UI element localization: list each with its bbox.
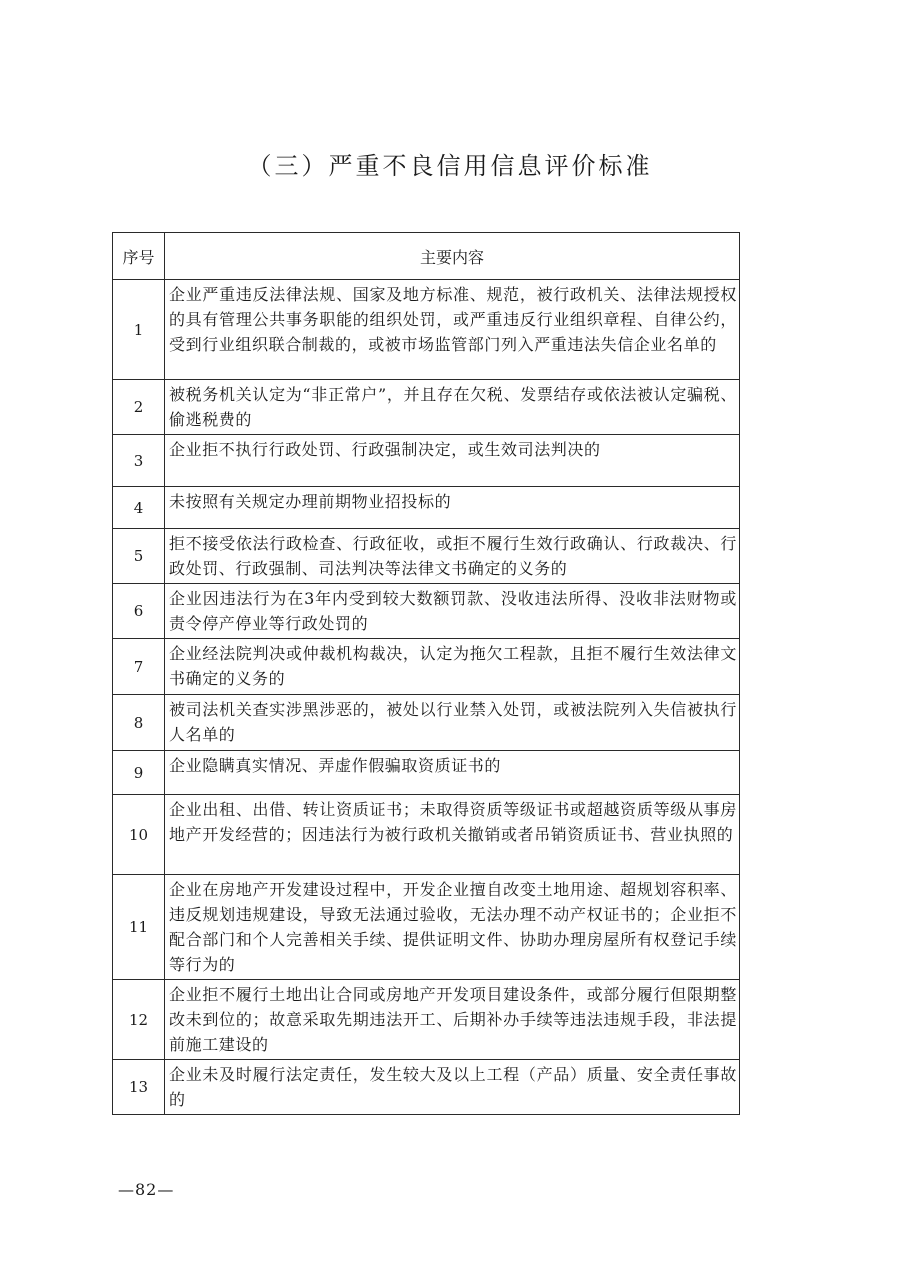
row-content: 企业因违法行为在3年内受到较大数额罚款、没收违法所得、没收非法财物或责令停产停业等行政处罚的 bbox=[165, 584, 740, 639]
row-number: 6 bbox=[113, 584, 165, 639]
table-row bbox=[113, 529, 740, 584]
row-content: 企业出租、出借、转让资质证书；未取得资质等级证书或超越资质等级从事房地产开发经营的；因违法行为被行政机关撤销或者吊销资质证书、营业执照的 bbox=[165, 795, 740, 875]
column-header-content: 主要内容 bbox=[165, 233, 740, 280]
row-content: 企业拒不执行行政处罚、行政强制决定，或生效司法判决的 bbox=[165, 435, 740, 487]
row-content: 未按照有关规定办理前期物业招投标的 bbox=[165, 487, 740, 529]
table-row bbox=[113, 280, 740, 380]
table-row bbox=[113, 380, 740, 435]
criteria-table bbox=[112, 232, 740, 1115]
row-content: 企业经法院判决或仲裁机构裁决，认定为拖欠工程款，且拒不履行生效法律文书确定的义务的 bbox=[165, 639, 740, 695]
table-row bbox=[113, 487, 740, 529]
row-content: 拒不接受依法行政检查、行政征收，或拒不履行生效行政确认、行政裁决、行政处罚、行政强制、司法判决等法律文书确定的义务的 bbox=[165, 529, 740, 584]
row-number: 10 bbox=[113, 795, 165, 875]
table-row bbox=[113, 751, 740, 795]
table-row bbox=[113, 875, 740, 980]
row-number: 4 bbox=[113, 487, 165, 529]
row-content: 企业未及时履行法定责任，发生较大及以上工程（产品）质量、安全责任事故的 bbox=[165, 1060, 740, 1115]
table-row bbox=[113, 695, 740, 751]
table-row bbox=[113, 980, 740, 1060]
row-number: 7 bbox=[113, 639, 165, 695]
table-row bbox=[113, 435, 740, 487]
row-number: 3 bbox=[113, 435, 165, 487]
row-number: 8 bbox=[113, 695, 165, 751]
column-header-number: 序号 bbox=[113, 233, 165, 280]
table-row bbox=[113, 795, 740, 875]
row-content: 企业在房地产开发建设过程中，开发企业擅自改变土地用途、超规划容积率、违反规划违规建设，导致无法通过验收，无法办理不动产权证书的；企业拒不配合部门和个人完善相关手续、提供证明文件、协助办理房屋所有权登记手续等行为的 bbox=[165, 875, 740, 980]
page-title: （三）严重不良信用信息评价标准 bbox=[247, 152, 653, 180]
page-number: —82— bbox=[118, 1180, 175, 1199]
row-content: 被税务机关认定为“非正常户”，并且存在欠税、发票结存或依法被认定骗税、偷逃税费的 bbox=[165, 380, 740, 435]
row-content: 企业严重违反法律法规、国家及地方标准、规范，被行政机关、法律法规授权的具有管理公共事务职能的组织处罚，或严重违反行业组织章程、自律公约，受到行业组织联合制裁的，或被市场监管部门列入严重违法失信企业名单的 bbox=[165, 280, 740, 380]
row-number: 2 bbox=[113, 380, 165, 435]
row-number: 11 bbox=[113, 875, 165, 980]
row-number: 9 bbox=[113, 751, 165, 795]
row-content: 企业拒不履行土地出让合同或房地产开发项目建设条件，或部分履行但限期整改未到位的；故意采取先期违法开工、后期补办手续等违法违规手段，非法提前施工建设的 bbox=[165, 980, 740, 1060]
table-header-row bbox=[113, 233, 740, 280]
row-content: 企业隐瞒真实情况、弄虚作假骗取资质证书的 bbox=[165, 751, 740, 795]
table-row bbox=[113, 1060, 740, 1115]
table-row bbox=[113, 639, 740, 695]
row-number: 1 bbox=[113, 280, 165, 380]
row-number: 13 bbox=[113, 1060, 165, 1115]
row-content: 被司法机关查实涉黑涉恶的，被处以行业禁入处罚，或被法院列入失信被执行人名单的 bbox=[165, 695, 740, 751]
table-row bbox=[113, 584, 740, 639]
row-number: 5 bbox=[113, 529, 165, 584]
row-number: 12 bbox=[113, 980, 165, 1060]
